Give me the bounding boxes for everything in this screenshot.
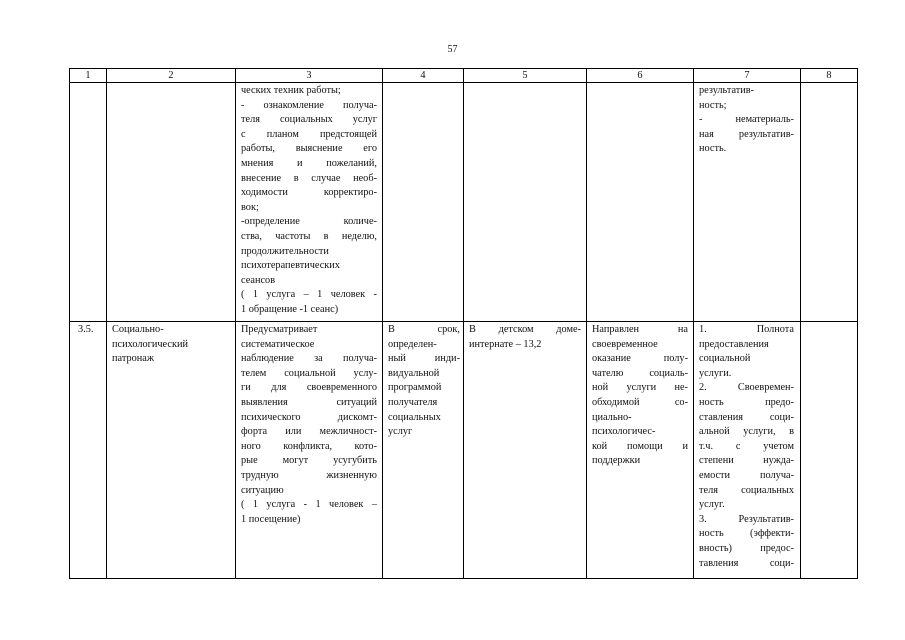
text-line: продолжительности (241, 245, 329, 257)
text-line: вность) предос- (699, 542, 794, 554)
header-col-1: 1 (85, 70, 91, 81)
text-line: вок; (241, 201, 259, 213)
text-line: ной услуги не- (592, 382, 688, 394)
text-line: теля социальных (699, 484, 794, 496)
header-col-2: 2 (168, 70, 174, 81)
text-line: наблюдение за получа- (241, 353, 377, 365)
text-line: работы, выяснение его (241, 143, 377, 155)
text-line: поддержки (592, 455, 641, 467)
text-line: емости получа- (699, 469, 794, 481)
text-line: 1 посещение) (241, 513, 301, 525)
text-line: обходимой со- (592, 396, 688, 408)
text-line: психологичес- (592, 426, 656, 438)
header-col-4: 4 (420, 70, 426, 81)
text-line: ходимости корректиро- (241, 187, 377, 199)
text-line: - нематериаль- (699, 114, 794, 126)
text-line: чателю социаль- (592, 367, 688, 379)
text-line: 2. Своевремен- (699, 382, 794, 394)
text-line: систематическое (241, 338, 315, 350)
row1-description (241, 84, 377, 318)
text-line: сеансов (241, 274, 276, 286)
text-line: 3. Результатив- (699, 513, 794, 525)
text-line: предоставления (699, 338, 769, 350)
row2-period (388, 323, 460, 440)
row2-description (241, 323, 377, 527)
text-line: ного конфликта, кото- (241, 440, 377, 452)
row2-number (78, 323, 106, 338)
row2-tariff (469, 323, 581, 352)
text-line: ный инди- (388, 353, 460, 365)
text-line: своевременное (592, 338, 658, 350)
text-line: В детском доме- (469, 324, 581, 335)
text-line: 3.5. (78, 324, 94, 335)
text-line: ( 1 услуга – 1 человек - (241, 289, 377, 301)
text-line: ства, частоты в неделю, (241, 230, 377, 242)
text-line: определен- (388, 338, 437, 350)
text-line: ность. (699, 143, 727, 155)
text-line: результатив- (699, 85, 755, 96)
text-line: ческих техник работы; (241, 85, 341, 96)
text-line: В срок, (388, 324, 460, 335)
text-line: психического дискомт- (241, 411, 377, 423)
header-col-8: 8 (826, 70, 832, 81)
text-line: т.ч. с учетом (699, 440, 794, 452)
text-line: ная результатив- (699, 128, 794, 140)
text-line: теля социальных услуг (241, 114, 377, 126)
text-line: получателя (388, 396, 438, 408)
text-line: психологический (112, 338, 188, 350)
text-line: трудную жизненную (241, 469, 377, 481)
header-col-6: 6 (637, 70, 643, 81)
header-col-7: 7 (744, 70, 750, 81)
text-line: тавления соци- (699, 557, 794, 569)
text-line: Предусматривает (241, 324, 318, 335)
text-line: Направлен на (592, 324, 688, 335)
text-line: телем социальной услу- (241, 367, 377, 379)
text-line: ность (эффекти- (699, 528, 794, 540)
text-line: интернате – 13,2 (469, 338, 542, 350)
page-number: 57 (447, 44, 458, 55)
text-line: ставления соци- (699, 411, 794, 423)
row2-service-name (112, 323, 232, 367)
text-line: ность; (699, 99, 727, 111)
text-line: ( 1 услуга - 1 человек – (241, 499, 377, 511)
text-line: ги для своевременного (241, 382, 377, 394)
row1-result (699, 84, 794, 157)
text-line: форта или межличност- (241, 426, 377, 438)
text-line: циально- (592, 411, 632, 423)
text-line: услуги. (699, 367, 732, 379)
text-line: ситуацию (241, 484, 284, 496)
text-line: психотерапевтических (241, 260, 340, 272)
text-line: услуг. (699, 499, 725, 511)
text-line: 1 обращение -1 сеанс) (241, 303, 339, 315)
text-line: альной услуги, в (699, 426, 794, 438)
header-col-3: 3 (306, 70, 312, 81)
text-line: ность предо- (699, 396, 794, 408)
text-line: оказание полу- (592, 353, 688, 365)
text-line: кой помощи и (592, 440, 688, 452)
text-line: 1. Полнота (699, 324, 794, 335)
text-line: мнения и пожеланий, (241, 157, 377, 169)
text-line: с планом предстоящей (241, 128, 377, 140)
text-line: -определение количе- (241, 216, 377, 228)
text-line: степени нужда- (699, 455, 794, 467)
text-line: патронаж (112, 353, 154, 365)
text-line: социальной (699, 353, 751, 365)
text-line: внесение в случае необ- (241, 172, 377, 184)
text-line: услуг (388, 426, 413, 438)
header-col-5: 5 (522, 70, 528, 81)
text-line: программой (388, 382, 442, 394)
text-line: Социально- (112, 324, 164, 335)
row2-quality-indicators (699, 323, 794, 571)
text-line: выявления ситуаций (241, 396, 377, 408)
row2-purpose (592, 323, 688, 469)
text-line: рые могут усугубить (241, 455, 377, 467)
text-line: социальных (388, 411, 441, 423)
text-line: видуальной (388, 367, 440, 379)
text-line: - ознакомление получа- (241, 99, 377, 111)
